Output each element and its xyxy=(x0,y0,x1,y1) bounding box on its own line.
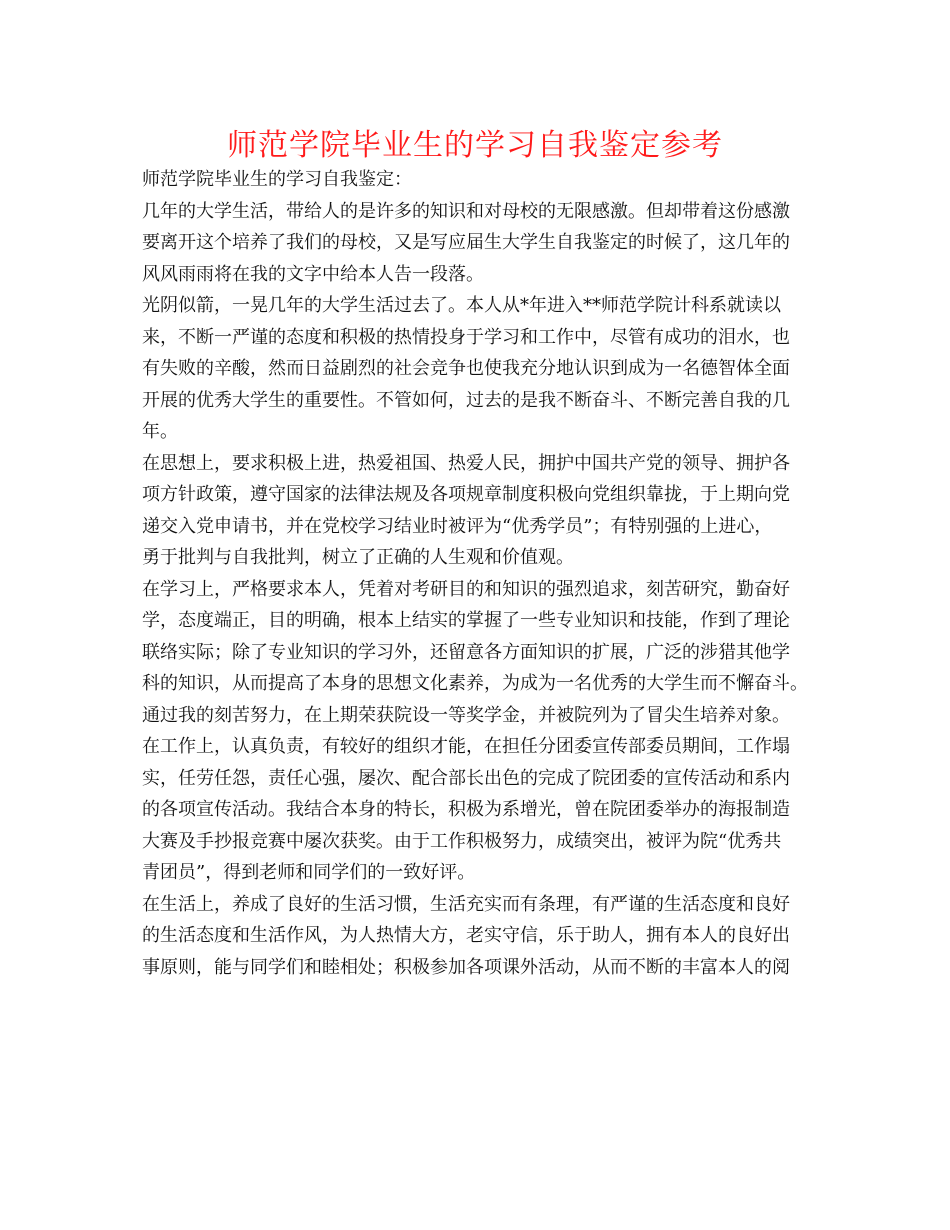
document-body xyxy=(142,164,822,983)
text-line: 科的知识，从而提高了本身的思想文化素养，为成为一名优秀的大学生而不懈奋斗。 xyxy=(142,673,808,694)
text-line: 青团员”，得到老师和同学们的一致好评。 xyxy=(142,862,476,883)
text-line: 风风雨雨将在我的文字中给本人告一段落。 xyxy=(142,263,484,285)
text-line: 递交入党申请书，并在党校学习结业时被评为“优秀学员”；有特别强的上进心， xyxy=(142,515,773,537)
text-line: 要离开这个培养了我们的母校，又是写应届生大学生自我鉴定的时候了，这几年的 xyxy=(142,232,790,253)
text-line: 的各项宣传活动。我结合本身的特长，积极为系增光，曾在院团委举办的海报制造 xyxy=(142,799,790,820)
text-line: 光阴似箭，一晃几年的大学生活过去了。本人从*年进入**师范学院计科系就读以 xyxy=(142,295,781,316)
text-line: 有失败的辛酸，然而日益剧烈的社会竞争也使我充分地认识到成为一名德智体全面 xyxy=(142,358,790,379)
text-line: 项方针政策，遵守国家的法律法规及各项规章制度积极向党组织靠拢，于上期向党 xyxy=(142,484,790,505)
text-line: 联络实际；除了专业知识的学习外，还留意各方面知识的扩展，广泛的涉猎其他学 xyxy=(142,641,790,663)
text-line: 实，任劳任怨，责任心强，屡次、配合部长出色的完成了院团委的宣传活动和系内 xyxy=(142,767,790,789)
text-line: 几年的大学生活，带给人的是许多的知识和对母校的无限感激。但却带着这份感激 xyxy=(142,200,790,222)
text-line: 在学习上，严格要求本人，凭着对考研目的和知识的强烈追求，刻苦研究，勤奋好 xyxy=(142,578,790,600)
text-line: 年。 xyxy=(142,421,178,442)
text-line: 大赛及手抄报竞赛中屡次获奖。由于工作积极努力，成绩突出，被评为院“优秀共 xyxy=(142,830,782,852)
text-line: 在生活上，养成了良好的生活习惯，生活充实而有条理，有严谨的生活态度和良好 xyxy=(142,893,790,915)
text-line: 在思想上，要求积极上进，热爱祖国、热爱人民，拥护中国共产党的领导、拥护各 xyxy=(142,452,790,474)
text-line: 的生活态度和生活作风，为人热情大方，老实守信，乐于助人，拥有本人的良好出 xyxy=(142,925,790,946)
document-title: 师范学院毕业生的学习自我鉴定参考 xyxy=(227,128,723,163)
text-line: 勇于批判与自我批判，树立了正确的人生观和价值观。 xyxy=(142,547,574,568)
text-line: 事原则，能与同学们和睦相处；积极参加各项课外活动，从而不断的丰富本人的阅 xyxy=(142,956,790,978)
text-line: 学，态度端正，目的明确，根本上结实的掌握了一些专业知识和技能，作到了理论 xyxy=(142,610,790,631)
text-line: 在工作上，认真负责，有较好的组织才能，在担任分团委宣传部委员期间，工作塌 xyxy=(142,736,790,757)
text-line: 师范学院毕业生的学习自我鉴定： xyxy=(142,169,412,190)
text-line: 开展的优秀大学生的重要性。不管如何，过去的是我不断奋斗、不断完善自我的几 xyxy=(142,389,790,411)
text-line: 来，不断一严谨的态度和积极的热情投身于学习和工作中，尽管有成功的泪水，也 xyxy=(142,326,790,348)
text-line: 通过我的刻苦努力，在上期荣获院设一等奖学金，并被院列为了冒尖生培养对象。 xyxy=(142,704,790,726)
